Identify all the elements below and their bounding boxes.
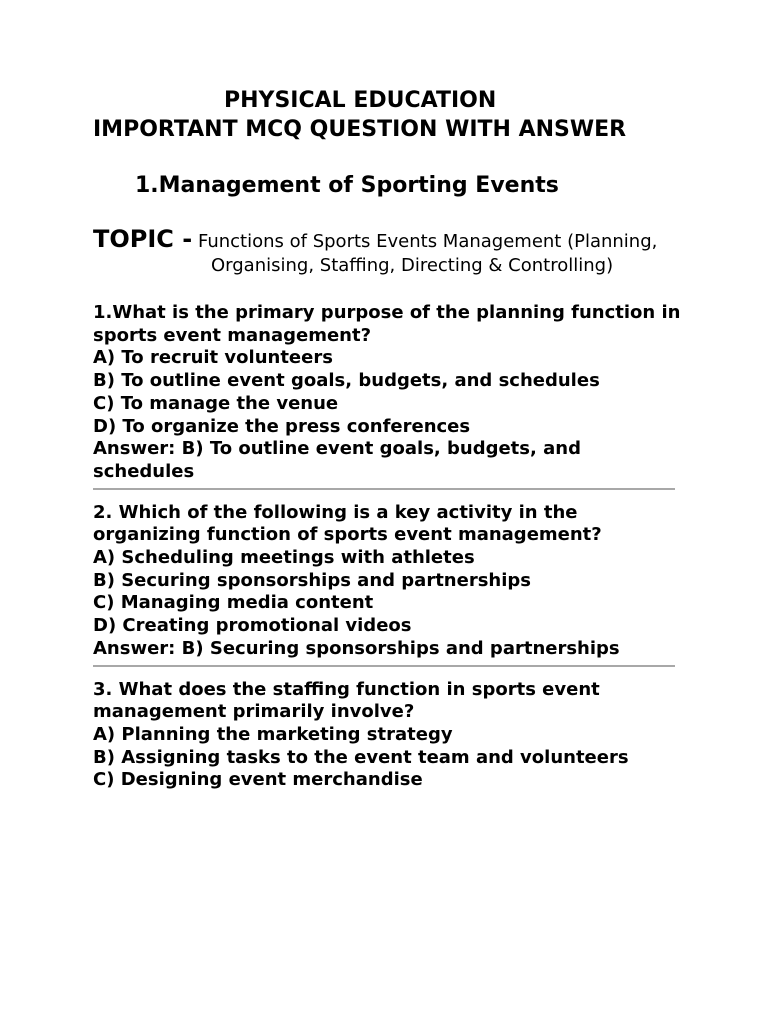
question-text: 3. What does the staffing function in sports event management primarily involve? (93, 678, 600, 723)
option-a: A) Planning the marketing strategy (93, 723, 453, 745)
option-b: B) Securing sponsorships and partnerships (93, 569, 532, 591)
question-text: 2. Which of the following is a key activity in the organizing function of sports event management? (93, 501, 602, 546)
document-page (93, 86, 683, 792)
document-title (93, 86, 683, 144)
answer-text: Answer: B) To outline event goals, budgets, and schedules (93, 438, 581, 482)
topic-label: TOPIC - (93, 225, 193, 253)
title-line-2: IMPORTANT MCQ QUESTION WITH ANSWER (93, 117, 627, 142)
option-b: B) Assigning tasks to the event team and volunteers (93, 746, 629, 768)
option-d: D) To organize the press conferences (93, 415, 471, 437)
question-item (93, 502, 683, 661)
question-list (93, 302, 683, 792)
question-divider (93, 665, 675, 667)
topic-text-line-2: Organising, Staffing, Directing & Controlling) (211, 255, 614, 276)
question-text: 1.What is the primary purpose of the planning function in sports event management? (93, 302, 681, 346)
question-divider (93, 488, 675, 490)
option-a: A) To recruit volunteers (93, 347, 333, 369)
topic-block (93, 227, 683, 278)
option-b: B) To outline event goals, budgets, and schedules (93, 370, 600, 392)
option-c: C) Designing event merchandise (93, 769, 423, 791)
question-item (93, 679, 683, 793)
answer-text: Answer: B) Securing sponsorships and partnerships (93, 637, 620, 659)
chapter-heading: 1.Management of Sporting Events (135, 173, 559, 198)
option-d: D) Creating promotional videos (93, 615, 412, 637)
option-c: C) Managing media content (93, 592, 374, 614)
topic-text-line-1: Functions of Sports Events Management (Planning, (197, 231, 658, 252)
question-item (93, 302, 683, 484)
title-line-1: PHYSICAL EDUCATION (224, 88, 497, 113)
option-a: A) Scheduling meetings with athletes (93, 547, 475, 569)
option-c: C) To manage the venue (93, 392, 339, 414)
